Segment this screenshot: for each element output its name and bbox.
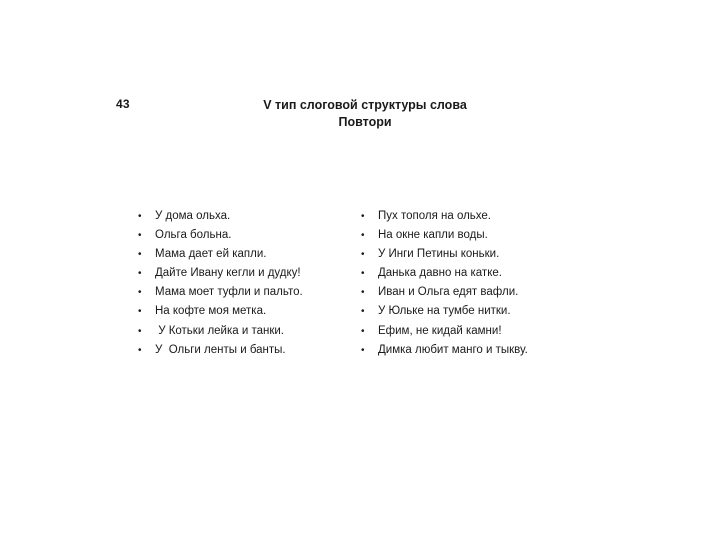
bullet-icon: • — [361, 306, 365, 318]
list-item — [358, 264, 528, 283]
slide-title: V тип слоговой структуры слова — [263, 98, 467, 112]
list-item-text: Данька давно на катке. — [378, 267, 502, 280]
list-item-text: У дома ольха. — [155, 210, 231, 222]
bullet-icon: • — [138, 306, 142, 318]
list-item — [358, 245, 528, 264]
list-item-text: Димка любит манго и тыкву. — [378, 343, 528, 356]
page-number: 43 — [116, 97, 130, 111]
list-item-text: Дайте Ивану кегли и дудку! — [155, 267, 301, 280]
right-sentence-list — [358, 207, 528, 360]
bullet-icon: • — [361, 325, 365, 337]
list-item-text: У Инги Петины коньки. — [378, 248, 500, 261]
list-item — [135, 226, 303, 245]
list-item — [358, 341, 528, 360]
bullet-icon: • — [361, 344, 365, 356]
bullet-icon: • — [138, 211, 142, 222]
bullet-icon: • — [361, 211, 365, 222]
slide-subtitle: Повтори — [338, 115, 392, 129]
list-item-text: Мама моет туфли и пальто. — [155, 286, 303, 299]
list-item-text: Ефим, не кидай камни! — [378, 324, 502, 337]
list-item — [358, 322, 528, 341]
bullet-icon: • — [138, 268, 142, 280]
list-item — [358, 283, 528, 302]
title-block — [0, 97, 720, 131]
list-item — [135, 207, 303, 226]
list-item — [135, 322, 303, 341]
list-item-text: Ольга больна. — [155, 229, 232, 242]
list-item — [135, 302, 303, 321]
list-item — [135, 341, 303, 360]
bullet-icon: • — [138, 287, 142, 299]
list-item-text: У Ольги ленты и банты. — [155, 343, 286, 356]
list-item-text: У Котьки лейка и танки. — [155, 324, 285, 337]
bullet-icon: • — [138, 325, 142, 337]
bullet-icon: • — [361, 287, 365, 299]
list-item — [135, 245, 303, 264]
bullet-icon: • — [138, 249, 142, 261]
list-item-text: На кофте моя метка. — [155, 305, 267, 318]
list-item — [358, 207, 528, 226]
list-item — [358, 302, 528, 321]
list-item-text: Мама дает ей капли. — [155, 248, 267, 261]
list-item-text: На окне капли воды. — [378, 229, 488, 242]
list-item-text: У Юльке на тумбе нитки. — [378, 305, 511, 318]
list-item-text: Пух тополя на ольхе. — [378, 210, 491, 222]
list-item — [135, 264, 303, 283]
list-item — [135, 283, 303, 302]
list-item-text: Иван и Ольга едят вафли. — [378, 286, 519, 299]
bullet-icon: • — [361, 230, 365, 242]
left-sentence-list — [135, 207, 303, 360]
bullet-icon: • — [138, 230, 142, 242]
bullet-icon: • — [361, 268, 365, 280]
bullet-icon: • — [138, 344, 142, 356]
bullet-icon: • — [361, 249, 365, 261]
list-item — [358, 226, 528, 245]
